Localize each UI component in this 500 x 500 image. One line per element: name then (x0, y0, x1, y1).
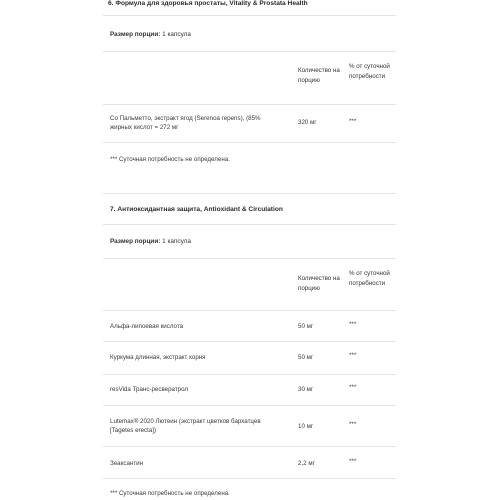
ingredient-name: Со Пальметто, экстракт ягод (Serenoa repens), (85% жирных кислот = 272 мг (110, 115, 261, 131)
ingredient-daily-value: *** (349, 118, 357, 125)
ingredient-amount: 320 мг (298, 119, 317, 126)
serving-size-label: Размер порции: (110, 238, 161, 245)
ingredient-daily-value: *** (349, 384, 357, 391)
divider (103, 310, 396, 311)
section-6-footnote: *** Суточная потребность не определена. (110, 156, 230, 163)
section-7-footnote: *** Суточная потребность не определена. (110, 490, 230, 497)
column-header-daily-value: % от суточной потребности (349, 270, 390, 287)
divider (103, 374, 396, 375)
ingredient-name: resVida Транс-ресвератрол (110, 386, 189, 393)
divider (103, 15, 396, 16)
ingredient-amount: 30 мг (298, 386, 314, 393)
divider (103, 104, 396, 105)
ingredient-daily-value: *** (349, 352, 357, 359)
ingredient-daily-value: *** (349, 458, 357, 465)
divider (103, 142, 396, 143)
column-header-amount: Количество на порцию (298, 275, 340, 292)
ingredient-amount: 50 мг (298, 354, 314, 361)
divider (103, 193, 396, 194)
section-7-serving-size (110, 238, 191, 245)
ingredient-daily-value: *** (349, 321, 357, 328)
section-7-title: 7. Антиоксидантная защита, Antioxidant & Circulation (110, 206, 283, 213)
ingredient-name: Lutemax® 2020 Лютеин (экстракт цветков бархатцев [Tagetes erecta]) (110, 418, 261, 434)
ingredient-amount: 2,2 мг (298, 460, 315, 467)
serving-size-value: 1 капсула (162, 31, 191, 38)
column-header-amount: Количество на порцию (298, 67, 340, 84)
section-6-serving-size (110, 31, 191, 38)
ingredient-amount: 10 мг (298, 423, 314, 430)
divider (103, 51, 396, 52)
section-6-title: 6. Формула для здоровья простаты, Vitality & Prostata Health (108, 0, 308, 7)
ingredient-name: Зеаксантин (110, 460, 144, 467)
divider (103, 446, 396, 447)
ingredient-daily-value: *** (349, 421, 357, 428)
column-header-daily-value: % от суточной потребности (349, 63, 390, 80)
ingredient-name: Альфа-липоевая кислота (110, 323, 184, 330)
divider (103, 258, 396, 259)
divider (103, 341, 396, 342)
ingredient-amount: 50 мг (298, 323, 314, 330)
serving-size-label: Размер порции: (110, 31, 161, 38)
divider (103, 405, 396, 406)
serving-size-value: 1 капсула (162, 238, 191, 245)
divider (103, 478, 396, 479)
ingredient-name: Куркума длинная, экстракт корня (110, 354, 206, 361)
divider (103, 224, 396, 225)
